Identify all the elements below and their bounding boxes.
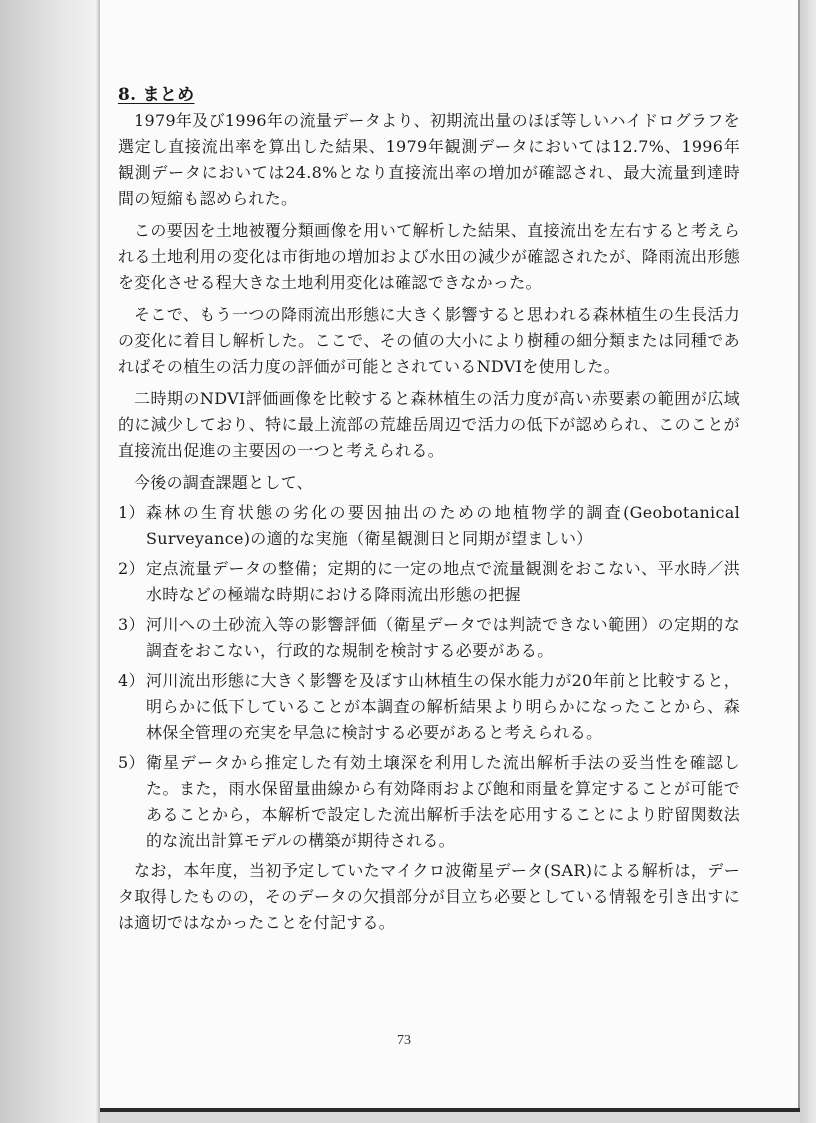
task-text: 河川流出形態に大きく影響を及ぼす山林植生の保水能力が20年前と比較すると，明らかに低下していることが本調査の解析結果より明らかになったことから、森林保全管理の充実を早急に検討する必要があると考えられる。 bbox=[146, 671, 740, 742]
task-text: 衛星データから推定した有効土壌深を利用した流出解析手法の妥当性を確認した。また，雨水保留量曲線から有効降雨および飽和雨量を算定することが可能であることから，本解析で設定した流出解析手法を応用することにより貯留関数法的な流出計算モデルの構築が期待される。 bbox=[146, 753, 740, 850]
paragraph-flow-data: 1979年及び1996年の流量データより、初期流出量のほぼ等しいハイドログラフを選定し直接流出率を算出した結果、1979年観測データにおいては12.7%、1996年観測データにおいては24.8%となり直接流出率の増加が確認され、最大流量到達時間の短縮も認められた。 bbox=[118, 111, 740, 208]
page-number: 73 bbox=[397, 1033, 411, 1048]
section-heading: 8. まとめ bbox=[118, 85, 195, 105]
task-item-3 bbox=[118, 612, 740, 664]
scan-bottom-edge bbox=[100, 1108, 800, 1112]
document-content bbox=[118, 82, 740, 942]
paragraph-closing-note: なお，本年度，当初予定していたマイクロ波衛星データ(SAR)による解析は，データ取得したものの，そのデータの欠損部分が目立ち必要としている情報を引き出すには適切ではなかったことを付記する。 bbox=[118, 861, 740, 932]
task-text: 河川への土砂流入等の影響評価（衛星データでは判読できない範囲）の定期的な調査をおこない，行政的な規制を検討する必要がある。 bbox=[146, 615, 740, 660]
scan-left-margin bbox=[0, 0, 100, 1123]
task-number: 3） bbox=[118, 615, 145, 634]
task-text: 定点流量データの整備；定期的に一定の地点で流量観測をおこない、平水時／洪水時などの極端な時期における降雨流出形態の把握 bbox=[146, 559, 740, 604]
task-number: 5） bbox=[118, 753, 145, 772]
task-number: 2） bbox=[118, 559, 145, 578]
task-number: 4） bbox=[118, 671, 145, 690]
task-item-2 bbox=[118, 556, 740, 608]
task-list-intro: 今後の調査課題として、 bbox=[134, 473, 313, 492]
task-item-4 bbox=[118, 668, 740, 746]
task-list bbox=[118, 500, 740, 854]
paragraph-land-cover: この要因を土地被覆分類画像を用いて解析した結果、直接流出を左右すると考えられる土地利用の変化は市街地の増加および水田の減少が確認されたが、降雨流出形態を変化させる程大きな土地利用変化は確認できなかった。 bbox=[118, 221, 740, 292]
task-item-5 bbox=[118, 750, 740, 854]
task-item-1 bbox=[118, 500, 740, 552]
paragraph-ndvi-comparison: 二時期のNDVI評価画像を比較すると森林植生の活力度が高い赤要素の範囲が広域的に減少しており、特に最上流部の荒雄岳周辺で活力の低下が認められ、このことが直接流出促進の主要因の一つと考えられる。 bbox=[118, 389, 740, 460]
task-number: 1） bbox=[118, 503, 145, 522]
task-text: 森林の生育状態の劣化の要因抽出のための地植物学的調査(Geobotanical Surveyance)の適的な実施（衛星観測日と同期が望ましい） bbox=[146, 503, 740, 548]
paragraph-forest-vitality: そこで、もう一つの降雨流出形態に大きく影響すると思われる森林植生の生長活力の変化に着目し解析した。ここで、その値の大小により樹種の細分類または同種であればその植生の活力度の評価が可能とされているNDVIを使用した。 bbox=[118, 305, 740, 376]
scan-right-margin bbox=[800, 0, 816, 1123]
